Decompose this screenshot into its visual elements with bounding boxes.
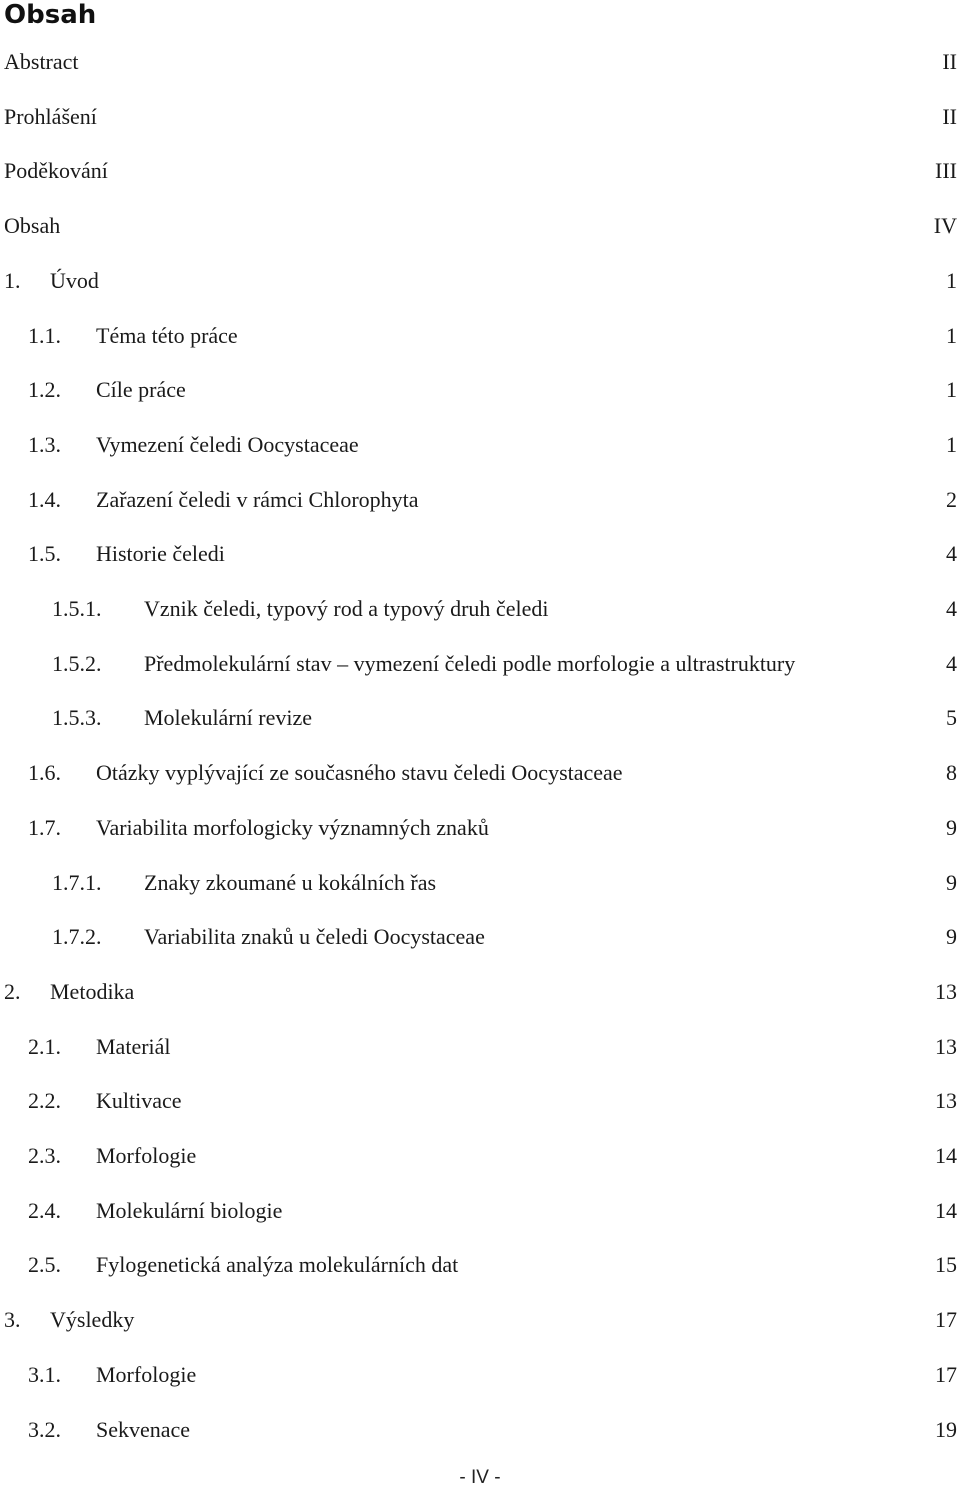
toc-entry-page: 5 [946,705,957,730]
toc-entry[interactable] [28,319,957,353]
toc-entry-title: Cíle práce [96,377,186,402]
toc-entry-page: 13 [935,979,957,1004]
toc-entry-page: 4 [946,651,957,676]
toc-entry-title: Obsah [4,213,61,238]
toc-entry-number: 2.1. [28,1034,61,1059]
toc-entry[interactable] [4,100,957,134]
toc-entry[interactable] [52,701,957,735]
toc-entry[interactable] [28,811,957,845]
toc-entry-number: 1.3. [28,432,61,457]
toc-entry[interactable] [28,1084,957,1118]
toc-entry-page: 8 [946,760,957,785]
toc-entry[interactable] [28,1413,957,1447]
toc-entry-page: 19 [935,1417,957,1442]
toc-entry-page: 15 [935,1252,957,1277]
toc-entry[interactable] [28,756,957,790]
toc-entry-number: 1.6. [28,760,61,785]
toc-entry-page: 1 [946,432,957,457]
toc-entry-title: Molekulární revize [144,705,312,730]
toc-entry[interactable] [52,647,957,681]
toc-entry-number: 2. [4,979,21,1004]
toc-entry-number: 1.4. [28,487,61,512]
toc-entry[interactable] [28,428,957,462]
toc-entry[interactable] [4,45,957,79]
toc-entry-title: Metodika [50,979,135,1004]
page-number-footer: - IV - [459,1467,501,1488]
toc-entry[interactable] [4,264,957,298]
toc-entry-page: 9 [946,924,957,949]
toc-entry-page: II [942,104,957,129]
toc-entry-page: III [935,158,957,183]
toc-entry-number: 1.1. [28,323,61,348]
toc-entry-number: 3. [4,1307,21,1332]
toc-entry-title: Kultivace [96,1088,182,1113]
toc-entry-number: 1. [4,268,21,293]
toc-entry-number: 1.7. [28,815,61,840]
toc-entry-title: Variabilita znaků u čeledi Oocystaceae [144,924,485,949]
toc-entry-number: 1.5.3. [52,705,102,730]
toc-entry-title: Vznik čeledi, typový rod a typový druh čeledi [144,596,549,621]
toc-entry[interactable] [4,154,957,188]
toc-entry-number: 1.7.1. [52,870,102,895]
toc-entry-number: 2.2. [28,1088,61,1113]
toc-entry-title: Znaky zkoumané u kokálních řas [144,870,437,895]
toc-entry-number: 3.1. [28,1362,61,1387]
toc-entry-number: 1.7.2. [52,924,102,949]
toc-entry-number: 3.2. [28,1417,61,1442]
toc-entry[interactable] [28,1358,957,1392]
toc-entry-number: 2.5. [28,1252,61,1277]
toc-entry-page: 1 [946,377,957,402]
toc-entry[interactable] [4,975,957,1009]
toc-entry-title: Téma této práce [96,323,238,348]
toc-entry-title: Předmolekulární stav – vymezení čeledi podle morfologie a ultrastruktury [144,651,796,676]
toc-entry[interactable] [28,1030,957,1064]
toc-entry-title: Sekvenace [96,1417,191,1442]
toc-entry-page: IV [933,213,957,238]
toc-entry[interactable] [28,373,957,407]
toc-entry[interactable] [28,483,957,517]
toc-entry-page: 14 [935,1198,957,1223]
toc-entry[interactable] [28,1194,957,1228]
toc-entry-title: Materiál [96,1034,171,1059]
toc-entry-number: 1.5.1. [52,596,102,621]
toc-entry-page: 4 [946,596,957,621]
toc-entry-page: 14 [935,1143,957,1168]
toc-entry-page: 4 [946,541,957,566]
toc-entry[interactable] [28,1248,957,1282]
toc-entry-number: 1.5. [28,541,61,566]
toc-entry-title: Poděkování [4,158,108,183]
toc-entry[interactable] [52,920,957,954]
toc-entry-number: 2.3. [28,1143,61,1168]
toc-entry-number: 1.2. [28,377,61,402]
toc-entry[interactable] [4,209,957,243]
toc-entry-page: 17 [935,1307,957,1332]
toc-entry-title: Morfologie [96,1143,197,1168]
toc-entry-title: Zařazení čeledi v rámci Chlorophyta [96,487,419,512]
toc-entry-page: 2 [946,487,957,512]
toc-entry-title: Vymezení čeledi Oocystaceae [96,432,359,457]
toc-entry[interactable] [28,537,957,571]
toc-entry-title: Otázky vyplývající ze současného stavu čeledi Oocystaceae [96,760,623,785]
toc-entry-page: 1 [946,323,957,348]
toc-entry-page: 9 [946,870,957,895]
toc-entry-page: 17 [935,1362,957,1387]
page-title: Obsah [4,0,97,30]
toc-entry-title: Fylogenetická analýza molekulárních dat [96,1252,459,1277]
toc-entry-title: Prohlášení [4,104,97,129]
toc-entry-title: Historie čeledi [96,541,225,566]
toc-entry-title: Molekulární biologie [96,1198,283,1223]
toc-entry-title: Abstract [4,49,79,74]
toc-entry-page: 9 [946,815,957,840]
toc-entry-page: 1 [946,268,957,293]
toc-entry-title: Úvod [50,268,99,293]
toc-entry-title: Morfologie [96,1362,197,1387]
toc-entry-page: 13 [935,1088,957,1113]
toc-entry-title: Výsledky [50,1307,135,1332]
toc-entry-page: 13 [935,1034,957,1059]
toc-entry-title: Variabilita morfologicky významných znaků [96,815,489,840]
toc-entry-page: II [942,49,957,74]
toc-entry-number: 1.5.2. [52,651,102,676]
toc-entry[interactable] [52,592,957,626]
toc-entry[interactable] [4,1303,957,1337]
toc-entry-number: 2.4. [28,1198,61,1223]
toc-entry[interactable] [52,866,957,900]
toc-entry[interactable] [28,1139,957,1173]
